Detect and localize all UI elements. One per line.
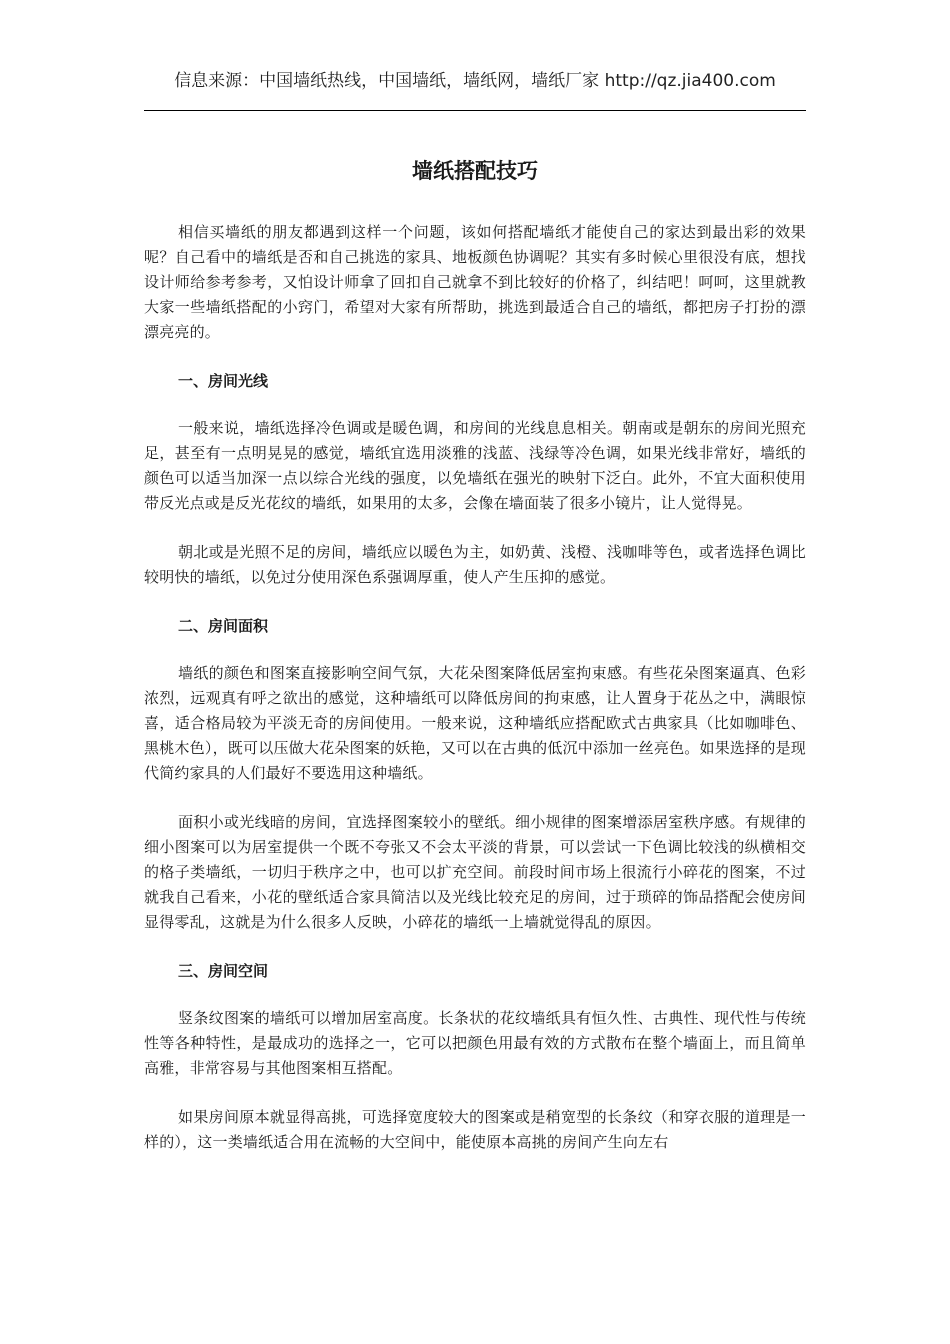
source-header: 信息来源：中国墙纸热线，中国墙纸，墙纸网，墙纸厂家 http://qz.jia400.com (174, 71, 776, 91)
document-title: 墙纸搭配技巧 (412, 159, 538, 183)
header-divider (144, 110, 806, 111)
body-paragraph: 朝北或是光照不足的房间，墙纸应以暖色为主，如奶黄、浅橙、浅咖啡等色，或者选择色调比较明快的墙纸，以免过分使用深色系强调厚重，使人产生压抑的感觉。 (144, 543, 806, 586)
section-heading-space: 三、房间空间 (178, 962, 269, 980)
body-paragraph: 一般来说，墙纸选择冷色调或是暖色调，和房间的光线息息相关。朝南或是朝东的房间光照充足，甚至有一点明晃晃的感觉，墙纸宜选用淡雅的浅蓝、浅绿等冷色调，如果光线非常好，墙纸的颜色可以适当加深一点以综合光线的强度，以免墙纸在强光的映射下泛白。此外，不宜大面积使用带反光点或是反光花纹的墙纸，如果用的太多，会像在墙面装了很多小镜片，让人觉得晃。 (144, 419, 806, 512)
section-heading-area: 二、房间面积 (178, 617, 269, 635)
body-paragraph: 面积小或光线暗的房间，宜选择图案较小的壁纸。细小规律的图案增添居室秩序感。有规律的细小图案可以为居室提供一个既不夸张又不会太平淡的背景，可以尝试一下色调比较浅的纵横相交的格子类墙纸，一切归于秩序之中，也可以扩充空间。前段时间市场上很流行小碎花的图案，不过就我自己看来，小花的壁纸适合家具简洁以及光线比较充足的房间，过于琐碎的饰品搭配会使房间显得零乱，这就是为什么很多人反映，小碎花的墙纸一上墙就觉得乱的原因。 (144, 813, 806, 931)
body-paragraph: 如果房间原本就显得高挑，可选择宽度较大的图案或是稍宽型的长条纹（和穿衣服的道理是一样的），这一类墙纸适合用在流畅的大空间中，能使原本高挑的房间产生向左右 (144, 1108, 806, 1151)
document-body (144, 220, 806, 1179)
intro-paragraph: 相信买墙纸的朋友都遇到这样一个问题，该如何搭配墙纸才能使自己的家达到最出彩的效果呢？自己看中的墙纸是否和自己挑选的家具、地板颜色协调呢？其实有多时候心里很没有底，想找设计师给参考参考，又怕设计师拿了回扣自己就拿不到比较好的价格了，纠结吧！呵呵，这里就教大家一些墙纸搭配的小窍门，希望对大家有所帮助，挑选到最适合自己的墙纸，都把房子打扮的漂漂亮亮的。 (144, 223, 806, 341)
body-paragraph: 竖条纹图案的墙纸可以增加居室高度。长条状的花纹墙纸具有恒久性、古典性、现代性与传统性等各种特性，是最成功的选择之一，它可以把颜色用最有效的方式散布在整个墙面上，而且简单高雅，非常容易与其他图案相互搭配。 (144, 1009, 806, 1077)
section-heading-lighting: 一、房间光线 (178, 372, 269, 390)
body-paragraph: 墙纸的颜色和图案直接影响空间气氛，大花朵图案降低居室拘束感。有些花朵图案逼真、色彩浓烈，远观真有呼之欲出的感觉，这种墙纸可以降低房间的拘束感，让人置身于花丛之中，满眼惊喜，适合格局较为平淡无奇的房间使用。一般来说，这种墙纸应搭配欧式古典家具（比如咖啡色、黑桃木色），既可以压做大花朵图案的妖艳，又可以在古典的低沉中添加一丝亮色。如果选择的是现代简约家具的人们最好不要选用这种墙纸。 (144, 664, 806, 782)
